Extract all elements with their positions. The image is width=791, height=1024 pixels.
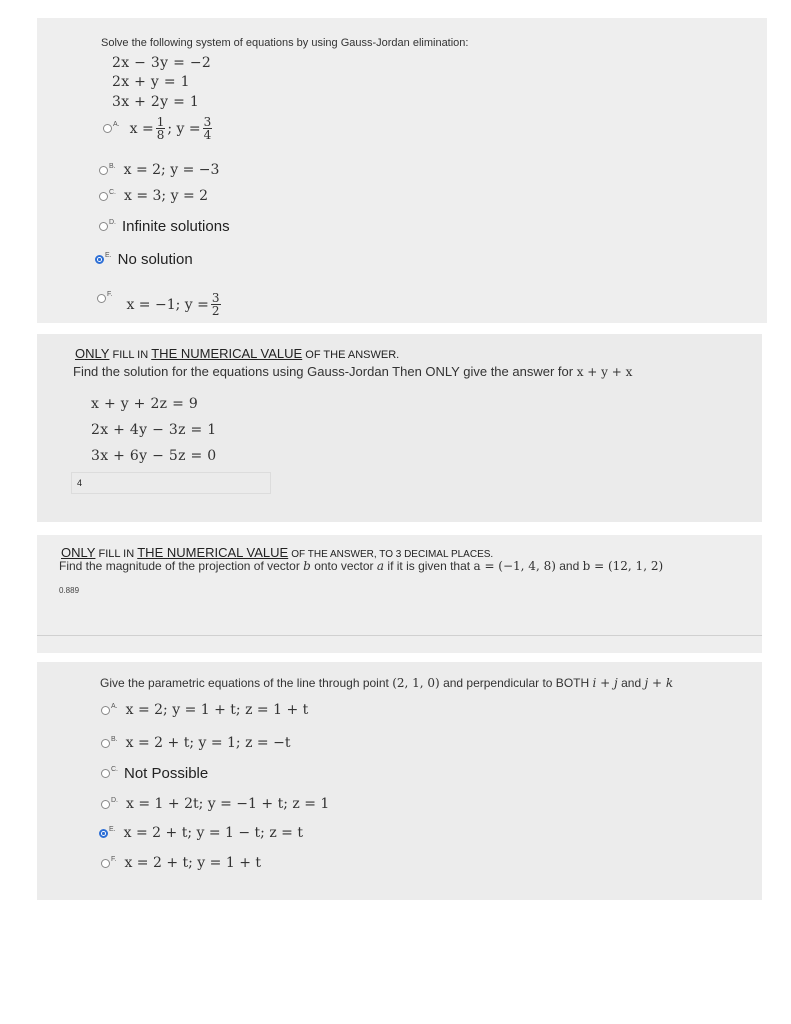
question-prompt: Solve the following system of equations by using Gauss-Jordan elimination: [101, 37, 469, 49]
equation: x + y + 2z = 9 [91, 396, 199, 412]
option-d[interactable] [99, 218, 230, 235]
radio-button[interactable] [101, 769, 110, 778]
question-text: Give the parametric equations of the line through point (2, 1, 0) and perpendicular to BOTH i + j and j + k [100, 676, 674, 690]
option-text: Infinite solutions [122, 218, 230, 235]
equation: 2x − 3y = −2 [112, 55, 212, 71]
option-letter: A. [111, 702, 118, 710]
option-f[interactable] [97, 280, 223, 317]
option-text: x = 2 + t; y = 1 − t; z = t [123, 825, 303, 841]
radio-button[interactable] [99, 222, 108, 231]
option-d[interactable] [101, 796, 329, 812]
option-text: x = 2; y = 1 + t; z = 1 + t [125, 702, 309, 718]
equation: 2x + 4y − 3z = 1 [91, 422, 217, 438]
option-c[interactable] [99, 188, 208, 204]
question-card-1 [37, 18, 767, 323]
radio-button[interactable] [99, 192, 108, 201]
radio-button[interactable] [101, 706, 110, 715]
option-b[interactable] [101, 735, 290, 751]
option-letter: B. [109, 162, 116, 170]
question-card-2 [37, 334, 762, 522]
radio-button[interactable] [101, 800, 110, 809]
option-text: No solution [117, 251, 193, 268]
option-letter: E. [105, 252, 112, 259]
option-letter: D. [109, 219, 116, 226]
option-letter: D. [111, 796, 118, 804]
question-text: Find the solution for the equations using Gauss-Jordan Then ONLY give the answer for x + y + x [73, 364, 633, 379]
option-f[interactable] [101, 855, 261, 871]
answer-input[interactable]: 0.889 [59, 586, 80, 595]
equation: 2x + y = 1 [112, 74, 190, 90]
question-card-3 [37, 535, 762, 653]
option-e[interactable] [95, 251, 193, 268]
option-b[interactable] [99, 162, 219, 178]
option-text: x = 2 + t; y = 1; z = −t [125, 735, 291, 751]
radio-button-selected[interactable] [95, 255, 104, 264]
radio-button[interactable] [101, 859, 110, 868]
radio-button-selected[interactable] [99, 829, 108, 838]
instruction-heading: ONLY FILL IN THE NUMERICAL VALUE OF THE ANSWER. [75, 346, 400, 361]
divider [37, 635, 762, 636]
radio-button[interactable] [103, 124, 112, 133]
option-text: x = 1 + 2t; y = −1 + t; z = 1 [126, 796, 330, 812]
option-letter: F. [111, 855, 117, 863]
radio-button[interactable] [97, 294, 106, 303]
option-text: x = 2; y = −3 [123, 162, 220, 178]
equation: 3x + 6y − 5z = 0 [91, 448, 217, 464]
radio-button[interactable] [101, 739, 110, 748]
option-text: x = $\frac{1}{8}$ ; y = $\frac{3}{4}$ [129, 115, 212, 142]
question-card-4 [37, 662, 762, 900]
option-letter: C. [109, 188, 116, 196]
equation: 3x + 2y = 1 [112, 94, 200, 110]
option-letter: F. [107, 291, 113, 298]
option-text: x = −1; y = $\frac{3}{2}$ [126, 291, 220, 318]
radio-button[interactable] [99, 166, 108, 175]
question-text: Find the magnitude of the projection of vector b onto vector a if it is given that a = (−1, 4, 8) and b = (12, 1, 2) [59, 559, 664, 573]
option-a[interactable] [103, 116, 214, 141]
option-c[interactable] [101, 765, 208, 782]
option-letter: C. [111, 766, 118, 773]
option-letter: E. [109, 825, 116, 833]
option-a[interactable] [101, 702, 308, 718]
option-text: Not Possible [124, 765, 209, 782]
instruction-heading: ONLY FILL IN THE NUMERICAL VALUE OF THE ANSWER, TO 3 DECIMAL PLACES. [61, 545, 494, 560]
option-text: x = 2 + t; y = 1 + t [124, 855, 262, 871]
option-letter: A. [113, 121, 120, 128]
answer-input[interactable]: 4 [71, 472, 271, 494]
option-e[interactable] [99, 825, 303, 841]
option-letter: B. [111, 735, 118, 743]
option-text: x = 3; y = 2 [124, 188, 209, 204]
